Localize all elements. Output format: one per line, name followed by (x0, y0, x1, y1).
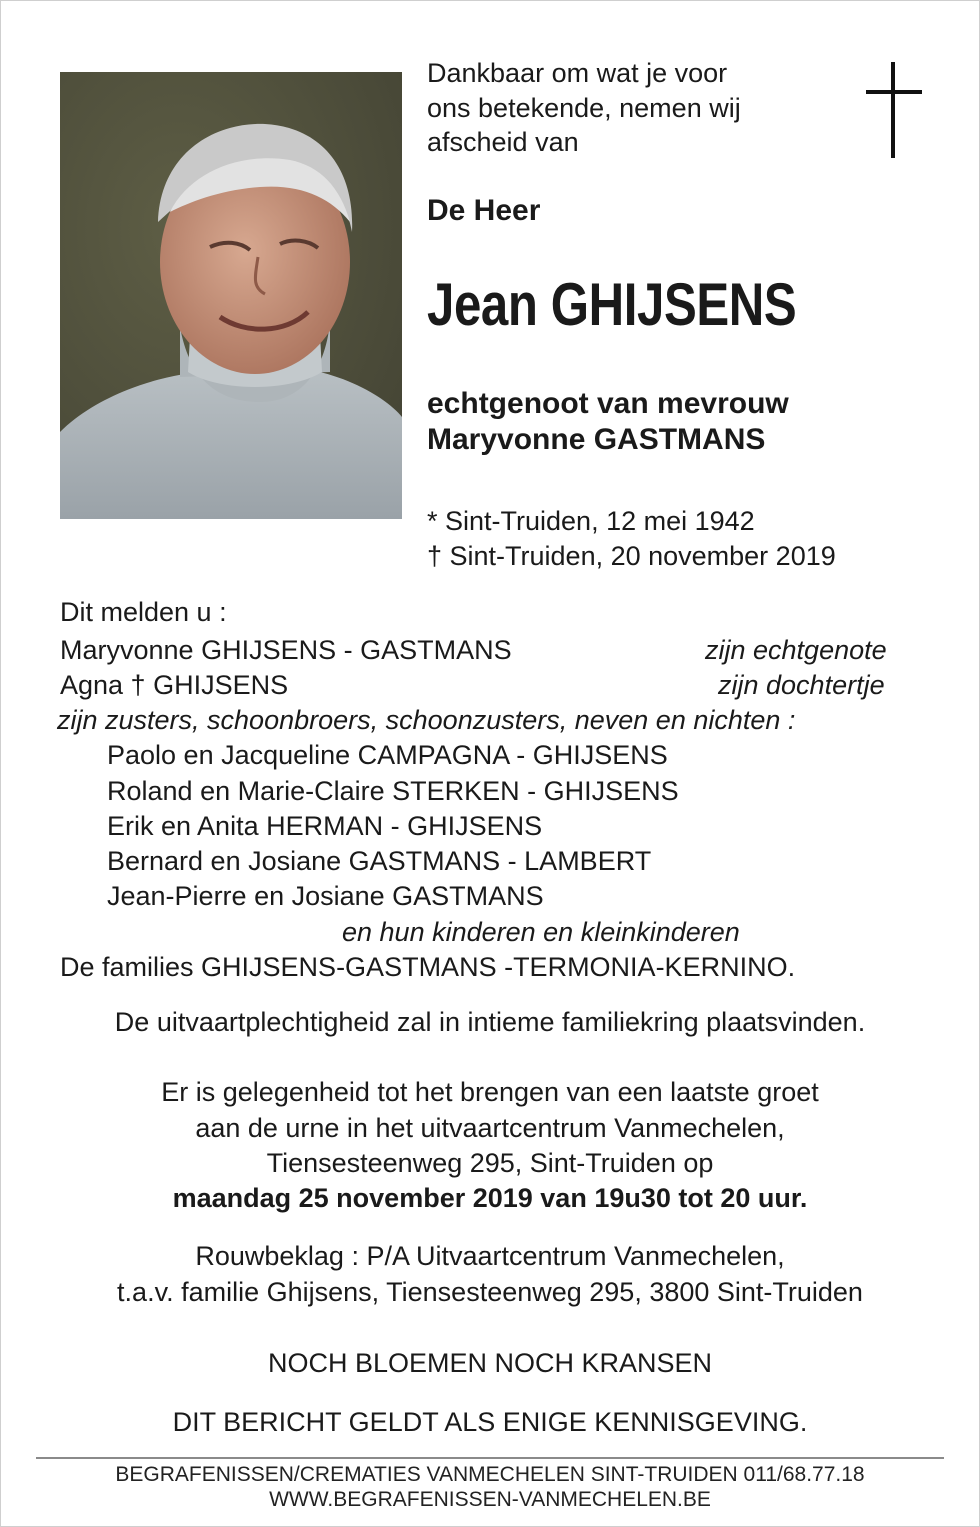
visitation-line: Tiensesteenweg 295, Sint-Truiden op (266, 1148, 714, 1178)
sibling-entry: Bernard en Josiane GASTMANS - LAMBERT (107, 846, 652, 876)
footer-company: BEGRAFENISSEN/CREMATIES VANMECHELEN SINT-TRUIDEN 011/68.77.18 (115, 1463, 865, 1486)
sibling-entry: Roland en Marie-Claire STERKEN - GHIJSENS (107, 776, 679, 806)
siblings-heading: zijn zusters, schoonbroers, schoonzusters, neven en nichten : (57, 705, 796, 735)
death-date: † Sint-Truiden, 20 november 2019 (427, 541, 836, 571)
intro-line: ons betekende, nemen wij (427, 92, 741, 123)
spouse-name: Maryvonne GASTMANS (427, 423, 766, 456)
portrait-photo (60, 72, 402, 519)
sibling-entry: Jean-Pierre en Josiane GASTMANS (107, 881, 544, 911)
portrait-illustration (60, 72, 402, 519)
ceremony-text: De uitvaartplechtigheid zal in intieme familiekring plaatsvinden. (114, 1007, 866, 1037)
visitation-line: Er is gelegenheid tot het brengen van een laatste groet (161, 1077, 819, 1107)
announcer-relation: zijn echtgenote (705, 635, 887, 665)
cross-icon (866, 62, 922, 158)
announcer-name: Agna † GHIJSENS (60, 670, 289, 700)
deceased-name: Jean GHIJSENS (427, 271, 797, 338)
spouse-block (427, 386, 789, 458)
footer-divider (36, 1457, 944, 1459)
families-line: De families GHIJSENS-GASTMANS -TERMONIA-KERNINO. (60, 952, 796, 982)
footer-website: WWW.BEGRAFENISSEN-VANMECHELEN.BE (269, 1488, 711, 1511)
visitation-datetime: maandag 25 november 2019 van 19u30 tot 20 uur. (172, 1183, 808, 1213)
condolences-address: t.a.v. familie Ghijsens, Tiensesteenweg 295, 3800 Sint-Truiden (117, 1277, 863, 1307)
no-flowers-text: NOCH BLOEMEN NOCH KRANSEN (267, 1348, 713, 1378)
intro-text (427, 56, 741, 160)
visitation-line: aan de urne in het uitvaartcentrum Vanmechelen, (195, 1113, 785, 1143)
intro-line: afscheid van (427, 127, 579, 157)
children-note: en hun kinderen en kleinkinderen (342, 917, 740, 947)
condolences-line: Rouwbeklag : P/A Uitvaartcentrum Vanmechelen, (195, 1241, 785, 1271)
honorific: De Heer (427, 194, 541, 227)
intro-line: Dankbaar om wat je voor (427, 58, 728, 88)
announcers-heading: Dit melden u : (60, 597, 227, 627)
life-dates (427, 504, 836, 574)
birth-date: * Sint-Truiden, 12 mei 1942 (427, 506, 755, 536)
sibling-entry: Paolo en Jacqueline CAMPAGNA - GHIJSENS (107, 740, 668, 770)
announcer-relation: zijn dochtertje (718, 670, 885, 700)
sibling-entry: Erik en Anita HERMAN - GHIJSENS (107, 811, 543, 841)
notice-text: DIT BERICHT GELDT ALS ENIGE KENNISGEVING. (172, 1407, 808, 1437)
announcer-name: Maryvonne GHIJSENS - GASTMANS (60, 635, 512, 665)
spouse-line: echtgenoot van mevrouw (427, 387, 789, 420)
